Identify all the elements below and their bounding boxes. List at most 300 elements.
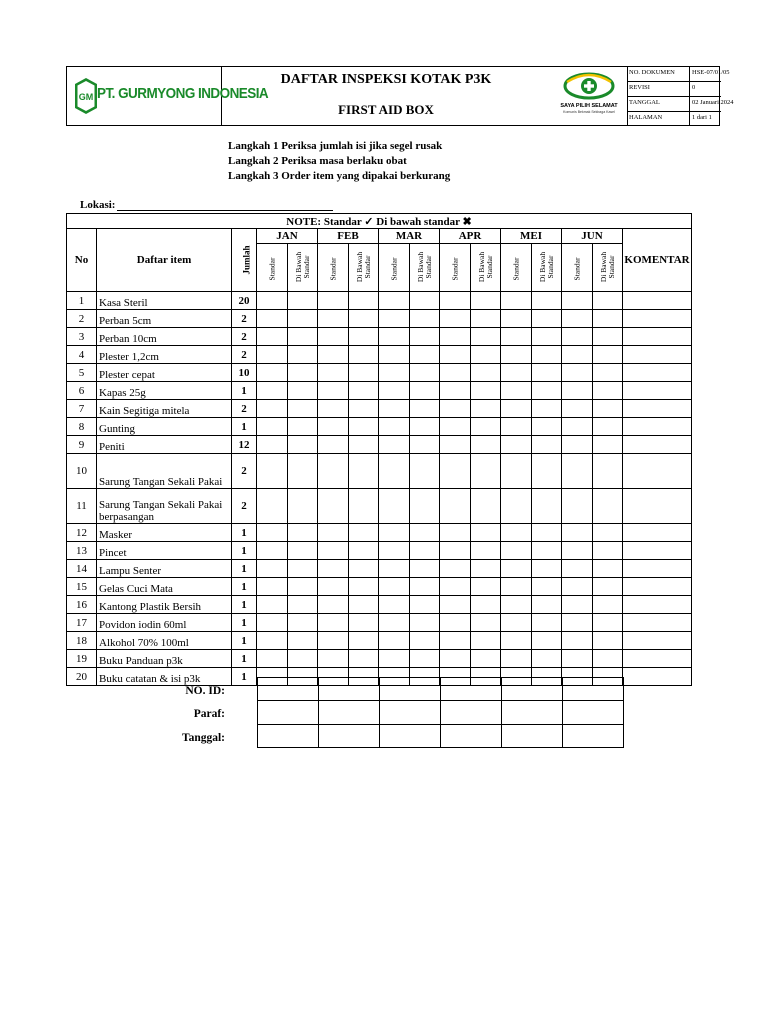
check-cell-below-standard[interactable] (593, 454, 623, 489)
check-cell-below-standard[interactable] (410, 632, 440, 650)
check-cell-below-standard[interactable] (349, 328, 379, 346)
check-cell-standard[interactable] (379, 400, 410, 418)
check-cell-below-standard[interactable] (288, 310, 318, 328)
check-cell-standard[interactable] (562, 524, 593, 542)
check-cell-standard[interactable] (257, 614, 288, 632)
check-cell-standard[interactable] (440, 578, 471, 596)
location-field-line[interactable] (117, 210, 333, 211)
check-cell-below-standard[interactable] (593, 364, 623, 382)
check-cell-standard[interactable] (501, 346, 532, 364)
check-cell-below-standard[interactable] (349, 418, 379, 436)
check-cell-below-standard[interactable] (471, 310, 501, 328)
table-row (67, 489, 692, 524)
check-cell-standard[interactable] (318, 454, 349, 489)
check-cell-below-standard[interactable] (471, 650, 501, 668)
subheader-below-line2: Standar (302, 255, 312, 279)
signature-cell-no-id[interactable] (502, 678, 563, 701)
comment-cell[interactable] (623, 578, 692, 596)
comment-cell[interactable] (623, 418, 692, 436)
check-cell-standard[interactable] (318, 489, 349, 524)
check-cell-standard[interactable] (501, 418, 532, 436)
row-number: 9 (67, 436, 97, 454)
signature-cell-tanggal[interactable] (319, 725, 380, 748)
row-number: 18 (67, 632, 97, 650)
check-cell-standard[interactable] (379, 489, 410, 524)
check-cell-below-standard[interactable] (349, 310, 379, 328)
check-cell-standard[interactable] (257, 650, 288, 668)
row-item-name: Pincet (97, 542, 232, 560)
check-cell-below-standard[interactable] (593, 346, 623, 364)
check-cell-below-standard[interactable] (349, 364, 379, 382)
row-quantity: 10 (232, 364, 257, 382)
check-cell-below-standard[interactable] (593, 328, 623, 346)
signature-cell-tanggal[interactable] (380, 725, 441, 748)
check-cell-below-standard[interactable] (471, 382, 501, 400)
check-cell-standard[interactable] (257, 364, 288, 382)
check-cell-below-standard[interactable] (593, 418, 623, 436)
check-cell-standard[interactable] (501, 578, 532, 596)
comment-cell[interactable] (623, 614, 692, 632)
check-cell-standard[interactable] (501, 400, 532, 418)
check-cell-below-standard[interactable] (288, 578, 318, 596)
check-cell-below-standard[interactable] (349, 542, 379, 560)
check-cell-standard[interactable] (257, 382, 288, 400)
row-number: 13 (67, 542, 97, 560)
row-number: 17 (67, 614, 97, 632)
check-cell-below-standard[interactable] (349, 346, 379, 364)
check-cell-below-standard[interactable] (532, 489, 562, 524)
check-cell-standard[interactable] (440, 524, 471, 542)
check-cell-standard[interactable] (257, 436, 288, 454)
check-cell-standard[interactable] (379, 346, 410, 364)
check-cell-below-standard[interactable] (349, 454, 379, 489)
check-cell-standard[interactable] (257, 489, 288, 524)
check-cell-standard[interactable] (562, 650, 593, 668)
check-cell-standard[interactable] (379, 596, 410, 614)
check-cell-below-standard[interactable] (410, 578, 440, 596)
check-cell-below-standard[interactable] (410, 614, 440, 632)
comment-cell[interactable] (623, 436, 692, 454)
comment-cell[interactable] (623, 310, 692, 328)
check-cell-below-standard[interactable] (471, 542, 501, 560)
check-cell-standard[interactable] (501, 454, 532, 489)
check-cell-standard[interactable] (440, 364, 471, 382)
check-cell-standard[interactable] (318, 382, 349, 400)
signature-cell-no-id[interactable] (441, 678, 502, 701)
check-cell-below-standard[interactable] (288, 346, 318, 364)
check-cell-below-standard[interactable] (593, 578, 623, 596)
signature-cell-paraf[interactable] (502, 701, 563, 725)
comment-cell[interactable] (623, 560, 692, 578)
check-cell-standard[interactable] (318, 292, 349, 310)
row-number: 1 (67, 292, 97, 310)
table-row (67, 346, 692, 364)
check-cell-below-standard[interactable] (471, 346, 501, 364)
check-cell-below-standard[interactable] (410, 328, 440, 346)
check-cell-standard[interactable] (379, 382, 410, 400)
row-quantity: 2 (232, 400, 257, 418)
check-cell-standard[interactable] (562, 436, 593, 454)
check-cell-standard[interactable] (440, 560, 471, 578)
check-cell-standard[interactable] (379, 364, 410, 382)
check-cell-below-standard[interactable] (471, 614, 501, 632)
check-cell-standard[interactable] (257, 578, 288, 596)
check-cell-below-standard[interactable] (288, 614, 318, 632)
check-cell-standard[interactable] (501, 542, 532, 560)
check-cell-below-standard[interactable] (349, 560, 379, 578)
check-cell-standard[interactable] (318, 328, 349, 346)
check-cell-below-standard[interactable] (471, 292, 501, 310)
check-cell-standard[interactable] (501, 650, 532, 668)
month-header: APR (440, 229, 501, 244)
check-cell-standard[interactable] (379, 650, 410, 668)
check-cell-below-standard[interactable] (410, 436, 440, 454)
check-cell-below-standard[interactable] (349, 436, 379, 454)
comment-cell[interactable] (623, 668, 692, 686)
check-cell-standard[interactable] (379, 454, 410, 489)
check-cell-below-standard[interactable] (349, 632, 379, 650)
subheader-standard-label: Standar (388, 257, 398, 280)
check-cell-standard[interactable] (501, 632, 532, 650)
check-cell-standard[interactable] (440, 436, 471, 454)
check-cell-standard[interactable] (379, 614, 410, 632)
check-cell-standard[interactable] (257, 524, 288, 542)
check-cell-standard[interactable] (562, 542, 593, 560)
check-cell-below-standard[interactable] (288, 328, 318, 346)
signature-cell-paraf[interactable] (441, 701, 502, 725)
check-cell-below-standard[interactable] (349, 614, 379, 632)
check-cell-standard[interactable] (440, 292, 471, 310)
check-cell-standard[interactable] (257, 560, 288, 578)
check-cell-below-standard[interactable] (410, 382, 440, 400)
check-cell-below-standard[interactable] (471, 489, 501, 524)
check-cell-standard[interactable] (318, 560, 349, 578)
check-cell-standard[interactable] (318, 632, 349, 650)
check-cell-standard[interactable] (257, 418, 288, 436)
signature-cell-paraf[interactable] (563, 701, 624, 725)
check-cell-standard[interactable] (562, 346, 593, 364)
check-cell-standard[interactable] (440, 310, 471, 328)
check-cell-standard[interactable] (379, 578, 410, 596)
check-cell-standard[interactable] (257, 400, 288, 418)
check-cell-standard[interactable] (562, 292, 593, 310)
check-cell-standard[interactable] (257, 542, 288, 560)
check-cell-below-standard[interactable] (593, 400, 623, 418)
check-cell-below-standard[interactable] (410, 346, 440, 364)
check-cell-below-standard[interactable] (593, 310, 623, 328)
check-cell-below-standard[interactable] (288, 596, 318, 614)
check-cell-below-standard[interactable] (471, 364, 501, 382)
safety-emblem (551, 67, 627, 125)
check-cell-below-standard[interactable] (593, 560, 623, 578)
check-cell-below-standard[interactable] (471, 400, 501, 418)
check-cell-standard[interactable] (501, 364, 532, 382)
row-item-name: Lampu Senter (97, 560, 232, 578)
check-cell-standard[interactable] (257, 328, 288, 346)
check-cell-below-standard[interactable] (288, 382, 318, 400)
check-cell-below-standard[interactable] (471, 436, 501, 454)
check-cell-below-standard[interactable] (532, 454, 562, 489)
check-cell-standard[interactable] (379, 328, 410, 346)
signature-cell-no-id[interactable] (563, 678, 624, 701)
check-cell-below-standard[interactable] (349, 596, 379, 614)
check-cell-below-standard[interactable] (532, 382, 562, 400)
check-cell-standard[interactable] (501, 560, 532, 578)
check-cell-below-standard[interactable] (410, 292, 440, 310)
check-cell-below-standard[interactable] (593, 614, 623, 632)
check-cell-below-standard[interactable] (288, 542, 318, 560)
check-cell-standard[interactable] (318, 578, 349, 596)
doc-info-value: HSE-07/01/05 (692, 69, 730, 76)
check-cell-standard[interactable] (318, 310, 349, 328)
check-cell-below-standard[interactable] (471, 524, 501, 542)
emblem-subtext: Komunis Bekmak Sekbaga Kasel (563, 110, 615, 114)
check-cell-standard[interactable] (318, 596, 349, 614)
check-cell-below-standard[interactable] (532, 632, 562, 650)
check-cell-below-standard[interactable] (593, 650, 623, 668)
check-cell-below-standard[interactable] (532, 578, 562, 596)
check-cell-standard[interactable] (501, 310, 532, 328)
check-cell-standard[interactable] (440, 454, 471, 489)
signature-cell-tanggal[interactable] (563, 725, 624, 748)
signature-cell-paraf[interactable] (380, 701, 441, 725)
check-cell-standard[interactable] (440, 596, 471, 614)
check-cell-standard[interactable] (379, 632, 410, 650)
table-row (67, 328, 692, 346)
check-cell-standard[interactable] (562, 328, 593, 346)
comment-cell[interactable] (623, 400, 692, 418)
comment-cell[interactable] (623, 454, 692, 489)
check-cell-standard[interactable] (318, 650, 349, 668)
row-number: 15 (67, 578, 97, 596)
check-cell-below-standard[interactable] (532, 614, 562, 632)
check-cell-below-standard[interactable] (532, 436, 562, 454)
check-cell-below-standard[interactable] (410, 400, 440, 418)
check-cell-below-standard[interactable] (349, 489, 379, 524)
footer-label-no-id: NO. ID: (185, 685, 225, 697)
check-cell-below-standard[interactable] (532, 364, 562, 382)
check-cell-below-standard[interactable] (410, 489, 440, 524)
row-item-name: Plester 1,2cm (97, 346, 232, 364)
check-cell-standard[interactable] (440, 614, 471, 632)
check-cell-standard[interactable] (440, 418, 471, 436)
check-cell-below-standard[interactable] (593, 489, 623, 524)
check-cell-below-standard[interactable] (532, 310, 562, 328)
subheader-below-line2: Standar (485, 255, 495, 279)
comment-cell[interactable] (623, 650, 692, 668)
check-cell-below-standard[interactable] (471, 632, 501, 650)
check-cell-standard[interactable] (379, 292, 410, 310)
check-cell-below-standard[interactable] (471, 418, 501, 436)
check-cell-standard[interactable] (501, 614, 532, 632)
row-number: 14 (67, 560, 97, 578)
check-cell-standard[interactable] (562, 632, 593, 650)
check-cell-standard[interactable] (257, 454, 288, 489)
check-cell-below-standard[interactable] (288, 560, 318, 578)
table-row (67, 454, 692, 489)
check-cell-below-standard[interactable] (288, 292, 318, 310)
check-cell-standard[interactable] (440, 382, 471, 400)
subheader-below-line1: Di Bawah (294, 251, 304, 283)
check-cell-standard[interactable] (501, 524, 532, 542)
check-cell-standard[interactable] (379, 436, 410, 454)
comment-cell[interactable] (623, 346, 692, 364)
check-cell-below-standard[interactable] (593, 436, 623, 454)
check-cell-standard[interactable] (257, 632, 288, 650)
check-cell-below-standard[interactable] (410, 542, 440, 560)
comment-cell[interactable] (623, 632, 692, 650)
check-cell-standard[interactable] (562, 418, 593, 436)
check-cell-standard[interactable] (318, 614, 349, 632)
check-cell-standard[interactable] (379, 524, 410, 542)
check-cell-standard[interactable] (440, 328, 471, 346)
signature-cell-no-id[interactable] (319, 678, 380, 701)
check-cell-below-standard[interactable] (471, 454, 501, 489)
check-cell-standard[interactable] (440, 489, 471, 524)
check-cell-below-standard[interactable] (593, 524, 623, 542)
comment-cell[interactable] (623, 382, 692, 400)
check-cell-below-standard[interactable] (593, 292, 623, 310)
check-cell-standard[interactable] (257, 310, 288, 328)
check-cell-below-standard[interactable] (349, 650, 379, 668)
check-cell-below-standard[interactable] (288, 524, 318, 542)
signature-cell-paraf[interactable] (319, 701, 380, 725)
comment-cell[interactable] (623, 328, 692, 346)
check-cell-standard[interactable] (440, 346, 471, 364)
check-cell-below-standard[interactable] (593, 542, 623, 560)
check-cell-below-standard[interactable] (288, 418, 318, 436)
check-cell-below-standard[interactable] (410, 560, 440, 578)
check-cell-below-standard[interactable] (288, 454, 318, 489)
check-cell-below-standard[interactable] (532, 328, 562, 346)
check-cell-below-standard[interactable] (410, 454, 440, 489)
check-cell-standard[interactable] (562, 310, 593, 328)
check-cell-below-standard[interactable] (288, 364, 318, 382)
check-cell-below-standard[interactable] (532, 418, 562, 436)
check-cell-standard[interactable] (501, 328, 532, 346)
check-cell-below-standard[interactable] (532, 346, 562, 364)
check-cell-below-standard[interactable] (532, 596, 562, 614)
check-cell-standard[interactable] (318, 346, 349, 364)
comment-cell[interactable] (623, 542, 692, 560)
check-cell-standard[interactable] (562, 560, 593, 578)
subheader-below-line1: Di Bawah (416, 251, 426, 283)
check-cell-standard[interactable] (501, 292, 532, 310)
check-cell-below-standard[interactable] (349, 400, 379, 418)
check-cell-standard[interactable] (501, 489, 532, 524)
check-cell-below-standard[interactable] (349, 382, 379, 400)
signature-cell-tanggal[interactable] (502, 725, 563, 748)
check-cell-below-standard[interactable] (288, 632, 318, 650)
check-cell-below-standard[interactable] (410, 364, 440, 382)
check-cell-standard[interactable] (379, 418, 410, 436)
check-cell-below-standard[interactable] (288, 650, 318, 668)
signature-cell-no-id[interactable] (380, 678, 441, 701)
check-cell-below-standard[interactable] (471, 560, 501, 578)
check-cell-standard[interactable] (379, 542, 410, 560)
comment-cell[interactable] (623, 292, 692, 310)
check-cell-standard[interactable] (318, 418, 349, 436)
check-cell-below-standard[interactable] (410, 524, 440, 542)
check-cell-below-standard[interactable] (593, 382, 623, 400)
check-cell-below-standard[interactable] (349, 292, 379, 310)
check-cell-below-standard[interactable] (532, 400, 562, 418)
check-cell-standard[interactable] (440, 650, 471, 668)
comment-cell[interactable] (623, 596, 692, 614)
check-cell-below-standard[interactable] (288, 400, 318, 418)
signature-cell-tanggal[interactable] (441, 725, 502, 748)
check-cell-standard[interactable] (379, 310, 410, 328)
check-cell-below-standard[interactable] (410, 596, 440, 614)
check-cell-standard[interactable] (501, 382, 532, 400)
comment-cell[interactable] (623, 524, 692, 542)
check-cell-standard[interactable] (562, 489, 593, 524)
check-cell-standard[interactable] (440, 542, 471, 560)
check-cell-standard[interactable] (562, 596, 593, 614)
check-cell-below-standard[interactable] (593, 632, 623, 650)
check-cell-standard[interactable] (501, 596, 532, 614)
check-cell-below-standard[interactable] (471, 328, 501, 346)
comment-cell[interactable] (623, 364, 692, 382)
check-cell-standard[interactable] (562, 454, 593, 489)
check-cell-standard[interactable] (562, 382, 593, 400)
check-cell-below-standard[interactable] (471, 578, 501, 596)
check-cell-standard[interactable] (440, 632, 471, 650)
signature-cell-paraf[interactable] (258, 701, 319, 725)
check-cell-standard[interactable] (562, 578, 593, 596)
check-cell-standard[interactable] (318, 542, 349, 560)
check-cell-below-standard[interactable] (410, 650, 440, 668)
row-item-name: Perban 10cm (97, 328, 232, 346)
check-cell-standard[interactable] (379, 560, 410, 578)
month-header: FEB (318, 229, 379, 244)
footer-label-tanggal: Tanggal: (181, 732, 225, 744)
check-cell-standard[interactable] (318, 524, 349, 542)
table-row (67, 542, 692, 560)
subheader-below-standard (288, 244, 318, 292)
check-cell-below-standard[interactable] (349, 524, 379, 542)
check-cell-below-standard[interactable] (532, 524, 562, 542)
check-cell-standard[interactable] (562, 614, 593, 632)
signature-cell-no-id[interactable] (258, 678, 319, 701)
check-cell-below-standard[interactable] (288, 436, 318, 454)
check-cell-standard[interactable] (257, 346, 288, 364)
check-cell-below-standard[interactable] (410, 418, 440, 436)
check-cell-standard[interactable] (501, 436, 532, 454)
check-cell-standard[interactable] (562, 364, 593, 382)
check-cell-standard[interactable] (440, 400, 471, 418)
check-cell-below-standard[interactable] (593, 596, 623, 614)
check-cell-standard[interactable] (562, 400, 593, 418)
check-cell-standard[interactable] (318, 436, 349, 454)
check-cell-standard[interactable] (318, 400, 349, 418)
signature-row-no-id (258, 678, 624, 701)
check-cell-below-standard[interactable] (349, 578, 379, 596)
check-cell-below-standard[interactable] (532, 560, 562, 578)
signature-cell-tanggal[interactable] (258, 725, 319, 748)
comment-cell[interactable] (623, 489, 692, 524)
check-cell-below-standard[interactable] (532, 292, 562, 310)
check-cell-below-standard[interactable] (410, 310, 440, 328)
row-quantity: 2 (232, 328, 257, 346)
check-cell-standard[interactable] (318, 364, 349, 382)
check-cell-standard[interactable] (257, 596, 288, 614)
check-cell-below-standard[interactable] (532, 542, 562, 560)
check-cell-standard[interactable] (257, 292, 288, 310)
check-cell-below-standard[interactable] (532, 650, 562, 668)
check-cell-below-standard[interactable] (288, 489, 318, 524)
check-cell-below-standard[interactable] (471, 596, 501, 614)
